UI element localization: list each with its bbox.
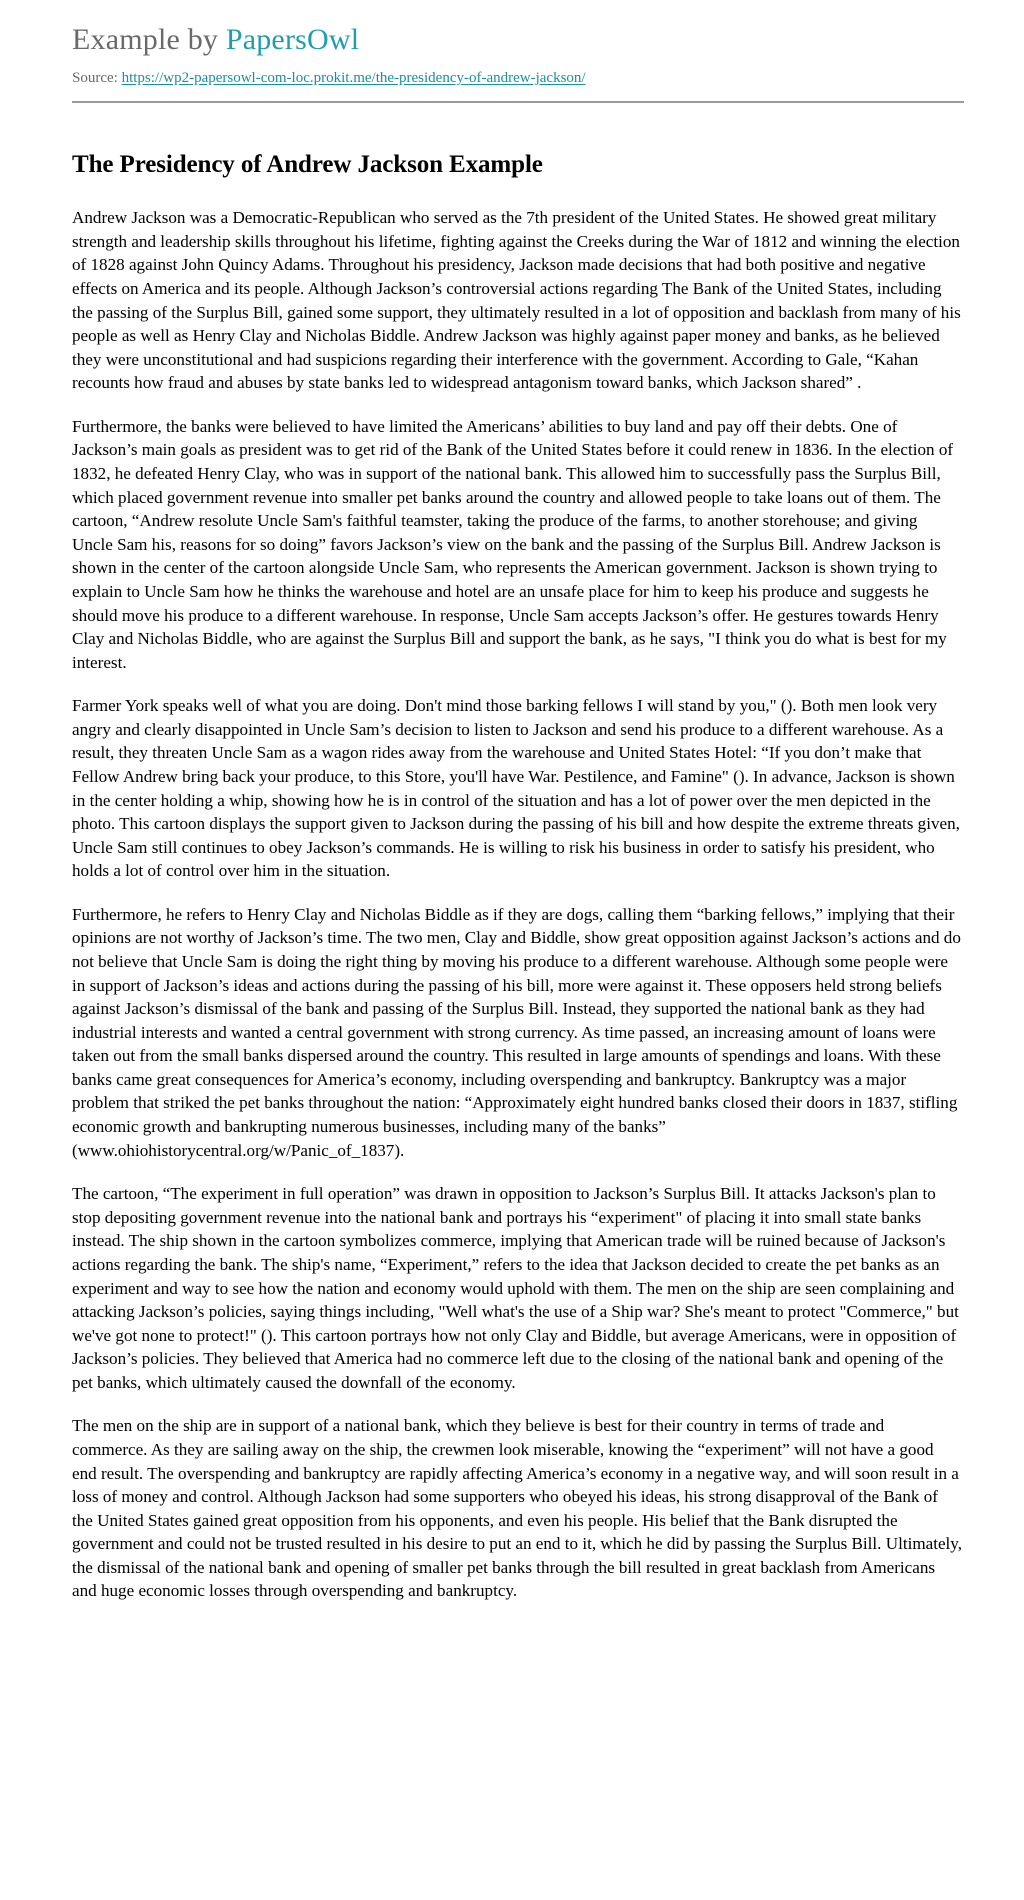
paragraph: The cartoon, “The experiment in full operation” was drawn in opposition to Jackson’s Surplus Bill. It attacks Jackson's plan to stop depositing government revenue into the national bank and portrays his “experiment" of placing it into small state banks instead. The ship shown in the cartoon symbolizes commerce, implying that American trade will be ruined because of Jackson's actions regarding the bank. The ship's name, “Experiment,” refers to the idea that Jackson decided to create the pet banks as an experiment and way to see how the nation and economy would uphold with them. The men on the ship are seen complaining and attacking Jackson’s policies, saying things including, "Well what's the use of a Ship war? She's meant to protect "Commerce," but we've got none to protect!" (). This cartoon portrays how not only Clay and Biddle, but average Americans, were in opposition of Jackson’s policies. They believed that America had no commerce left due to the closing of the national bank and opening of the pet banks, which ultimately caused the downfall of the economy. bbox=[72, 1184, 959, 1392]
source-url-link[interactable]: https://wp2-papersowl-com-loc.prokit.me/the-presidency-of-andrew-jackson/ bbox=[121, 70, 586, 86]
paragraph: The men on the ship are in support of a national bank, which they believe is best for their country in terms of trade and commerce. As they are sailing away on the ship, the crewmen look miserable, knowing the “experiment” will not have a good end result. The overspending and bankruptcy are rapidly affecting America’s economy in a negative way, and will soon result in a loss of money and control. Although Jackson had some supporters who obeyed his ideas, his strong disapproval of the Bank of the United States gained great opposition from his opponents, and even his people. His belief that the Bank disrupted the government and could not be trusted resulted in his desire to put an end to it, which he did by passing the Surplus Bill. Ultimately, the dismissal of the national bank and opening of smaller pet banks through the bill resulted in great backlash from Americans and huge economic losses through overspending and bankruptcy. bbox=[72, 1416, 963, 1601]
paragraph: Furthermore, he refers to Henry Clay and Nicholas Biddle as if they are dogs, calling them “barking fellows,” implying that their opinions are not worthy of Jackson’s time. The two men, Clay and Biddle, show great opposition against Jackson’s actions and do not believe that Uncle Sam is doing the right thing by moving his produce to a different warehouse. Although some people were in support of Jackson’s ideas and actions during the passing of his bill, more were against it. These opposers held strong beliefs against Jackson’s dismissal of the bank and passing of the Surplus Bill. Instead, they supported the national bank as they had industrial interests and wanted a central government with strong currency. As time passed, an increasing amount of loans were taken out from the small banks dispersed around the country. This resulted in large amounts of spendings and loans. With these banks came great consequences for America’s economy, including overspending and bankruptcy. Bankruptcy was a major problem that striked the pet banks throughout the nation: “Approximately eight hundred banks closed their doors in 1837, stifling economic growth and bankrupting numerous businesses, including many of the banks” (www.ohiohistorycentral.org/w/Panic_of_1837). bbox=[72, 904, 961, 1160]
paragraph: Andrew Jackson was a Democratic-Republican who served as the 7th president of the United States. He showed great military strength and leadership skills throughout his lifetime, fighting against the Creeks during the War of 1812 and winning the election of 1828 against John Quincy Adams. Throughout his presidency, Jackson made decisions that had both positive and negative effects on America and its people. Although Jackson’s controversial actions regarding The Bank of the United States, including the passing of the Surplus Bill, gained some support, they ultimately resulted in a lot of opposition and backlash from many of his people as well as Henry Clay and Nicholas Biddle. Andrew Jackson was highly against paper money and banks, as he believed they were unconstitutional and had suspicions regarding their interference with the government. According to Gale, “Kahan recounts how fraud and abuses by state banks led to widespread antagonism toward banks, which Jackson shared” . bbox=[72, 208, 961, 393]
page-title: The Presidency of Andrew Jackson Example bbox=[72, 151, 543, 178]
paragraph: Farmer York speaks well of what you are doing. Don't mind those barking fellows I will stand by you," (). Both men look very angry and clearly disappointed in Uncle Sam’s decision to listen to Jackson and send his produce to a different warehouse. As a result, they threaten Uncle Sam as a wagon rides away from the warehouse and United States Hotel: “If you don’t make that Fellow Andrew bring back your produce, to this Store, you'll have War. Pestilence, and Famine" (). In advance, Jackson is shown in the center holding a whip, showing how he is in control of the situation and has a lot of power over the men depicted in the photo. This cartoon displays the support given to Jackson during the passing of his bill and how despite the extreme threats given, Uncle Sam still continues to obey Jackson’s commands. He is willing to risk his business in order to satisfy his president, who holds a lot of control over him in the situation. bbox=[72, 696, 960, 881]
document-content bbox=[0, 103, 1024, 1643]
brand-name-text: PapersOwl bbox=[225, 23, 360, 56]
brand-heading bbox=[72, 22, 1024, 58]
source-label: Source: bbox=[72, 70, 122, 86]
source-line bbox=[72, 70, 1024, 87]
document-header bbox=[0, 0, 1024, 87]
brand-prefix-text: Example by bbox=[72, 23, 226, 56]
paragraph: Furthermore, the banks were believed to have limited the Americans’ abilities to buy land and pay off their debts. One of Jackson’s main goals as president was to get rid of the Bank of the United States before it could renew in 1836. In the election of 1832, he defeated Henry Clay, who was in support of the national bank. This allowed him to successfully pass the Surplus Bill, which placed government revenue into smaller pet banks around the country and allowed people to take loans out of them. The cartoon, “Andrew resolute Uncle Sam's faithful teamster, taking the produce of the farms, to another storehouse; and giving Uncle Sam his, reasons for so doing” favors Jackson’s view on the bank and the passing of the Surplus Bill. Andrew Jackson is shown in the center of the cartoon alongside Uncle Sam, who represents the American government. Jackson is shown trying to explain to Uncle Sam how he thinks the warehouse and hotel are an unsafe place for him to keep his produce and suggests he should move his produce to a different warehouse. In response, Uncle Sam accepts Jackson’s offer. He gestures towards Henry Clay and Nicholas Biddle, who are against the Surplus Bill and support the bank, as he says, "I think you do what is best for my interest. bbox=[72, 416, 954, 672]
